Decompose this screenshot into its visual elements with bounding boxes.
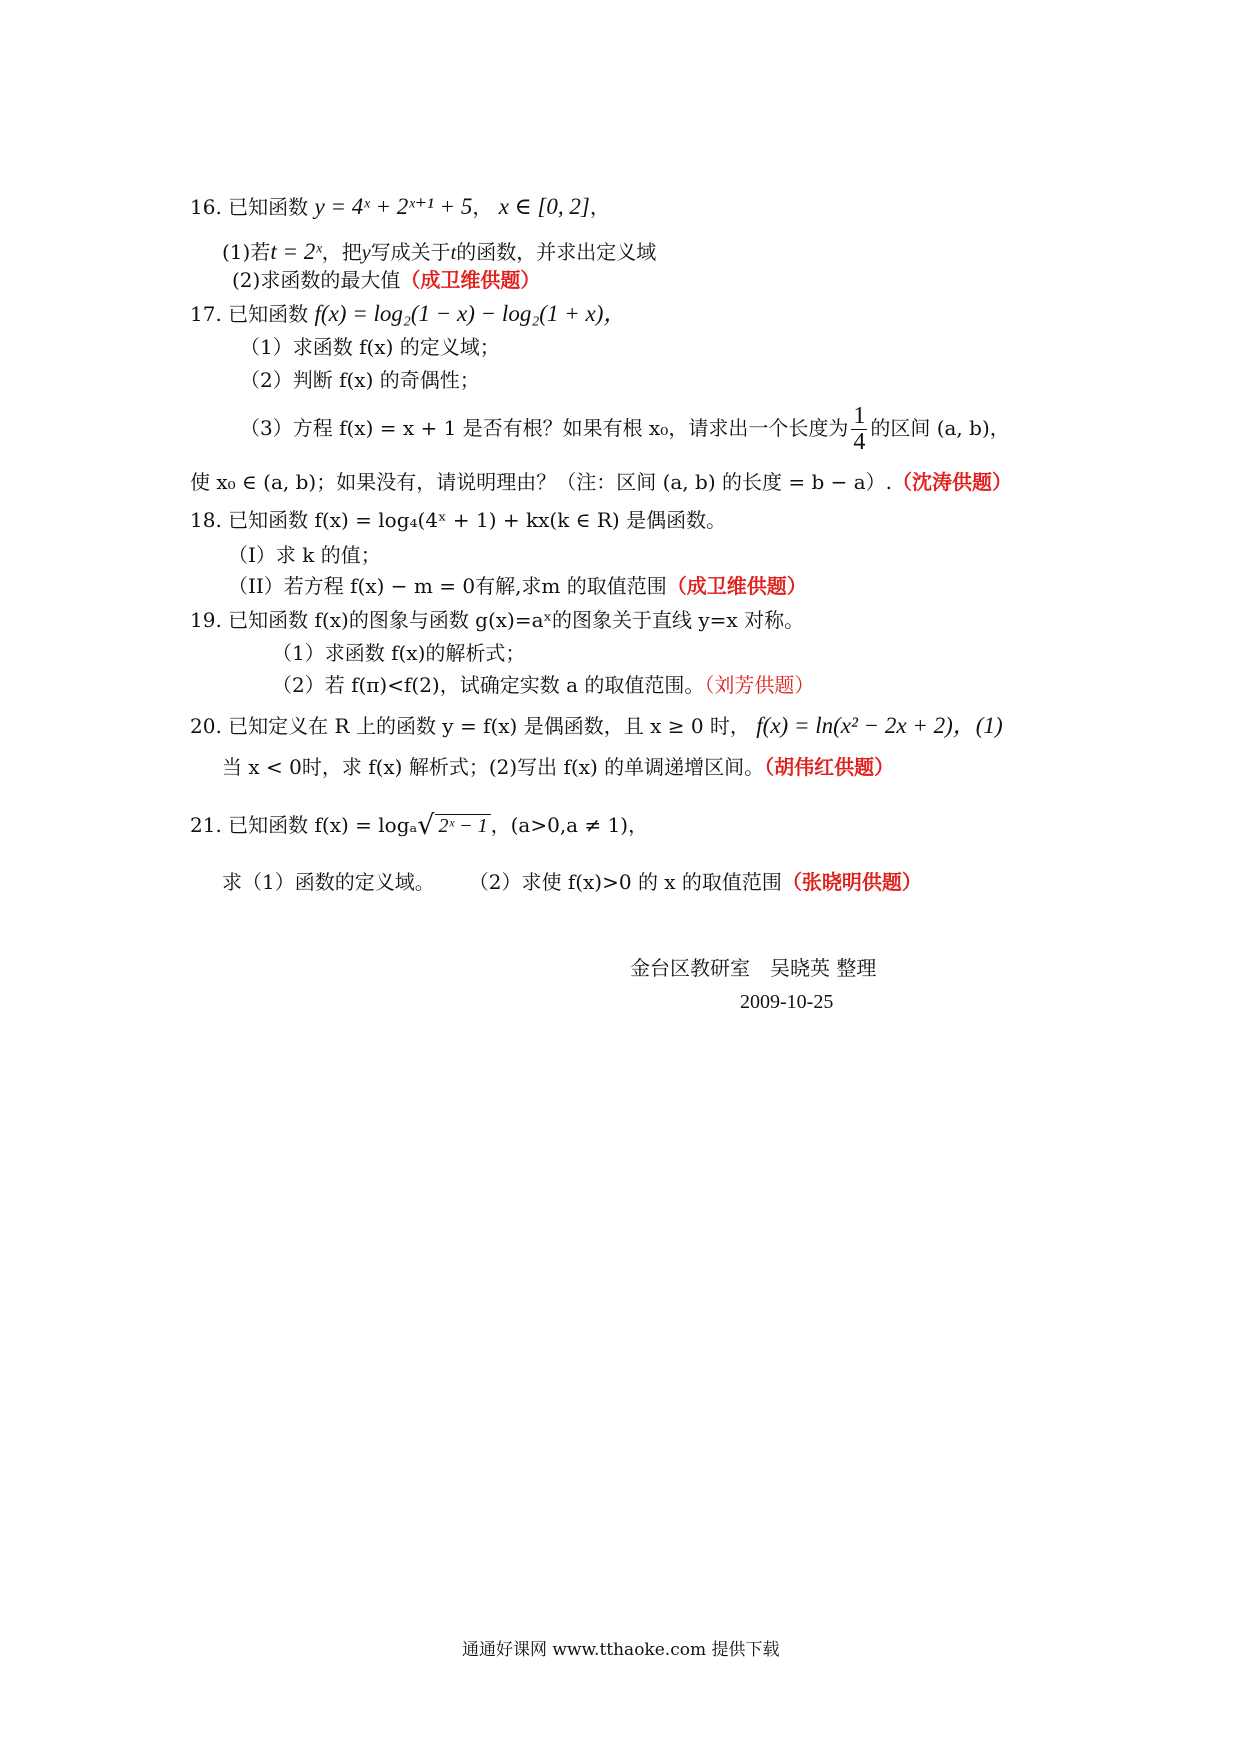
q16-part2 [232, 268, 540, 292]
q16-part1-text: (1)若 [222, 240, 271, 264]
q16-var-y: y [361, 242, 371, 264]
q19-part2 [272, 673, 814, 697]
q16-number: 16. [190, 195, 222, 219]
q20-part2 [222, 755, 894, 779]
date: 2009-10-25 [740, 991, 834, 1013]
q17-part3-interval: 的区间 (a, b)， [870, 416, 1010, 441]
signature: 金台区教研室 吴晓英 整理 [630, 956, 877, 980]
q20-part2-text: 当 x < 0时，求 f(x) 解析式；(2)写出 f(x) 的单调递增区间。 [222, 755, 765, 779]
q17-part2: （2）判断 f(x) 的奇偶性； [240, 368, 480, 392]
q19-credit: （刘芳供题） [704, 673, 815, 697]
q20-credit: （胡伟红供题） [764, 755, 895, 779]
q16-part1 [222, 238, 656, 266]
q17-part3-cont [190, 470, 1012, 494]
q16-substitution: t = 2ˣ [270, 239, 322, 264]
q20-stem [190, 712, 1003, 740]
q16-part1-text-c: 写成关于 [370, 240, 451, 264]
q18-part2 [228, 574, 807, 598]
q17-part3-text: （3）方程 f(x) = x + 1 是否有根？如果有根 x₀，请求出一个长度为 [240, 416, 849, 441]
q21-lead: 已知函数 f(x) = logₐ [228, 813, 418, 837]
q16-part1-text-b: ，把 [321, 240, 362, 264]
q17-part3-note: 使 x₀ ∈ (a, b)；如果没有，请说明理由？（注：区间 (a, b) 的长度 = b − a）. [190, 470, 893, 494]
q16-credit: （成卫维供题） [400, 268, 541, 292]
q16-function: y = 4ˣ + 2ˣ⁺¹ + 5 [314, 194, 473, 219]
q17-lead: 已知函数 [228, 302, 309, 326]
q21-number: 21. [190, 813, 222, 837]
q18-lead: 已知函数 f(x) = log₄(4ˣ + 1) + kx(k ∈ R) 是偶函数。 [228, 508, 727, 532]
q19-part1: （1）求函数 f(x)的解析式； [272, 641, 526, 665]
q16-lead: 已知函数 [228, 195, 309, 219]
q21-radicand: 2ˣ − 1 [435, 814, 490, 837]
fraction-denominator: 4 [853, 429, 866, 456]
q19-part2-text: （2）若 f(π)<f(2)，试确定实数 a 的取值范围。 [272, 673, 705, 697]
q17-stem [190, 300, 626, 328]
footer: 通通好课网 www.tthaoke.com 提供下载 [462, 1640, 780, 1660]
q18-number: 18. [190, 508, 222, 532]
q21-condition: ，(a>0,a ≠ 1)， [490, 813, 649, 837]
q17-number: 17. [190, 302, 222, 326]
q17-part3 [240, 404, 1010, 455]
q17-credit: （沈涛供题） [892, 470, 1013, 494]
q16-part2-text: (2)求函数的最大值 [232, 268, 401, 292]
q20-number: 20. [190, 714, 222, 738]
radical-sign: √ [417, 810, 435, 841]
q18-part2-text: （II）若方程 f(x) − m = 0有解,求m 的取值范围 [228, 574, 667, 598]
q19-lead: 已知函数 f(x)的图象与函数 g(x)=aˣ的图象关于直线 y=x 对称。 [228, 608, 805, 632]
q21-part1: 求（1）函数的定义域。 [222, 870, 435, 894]
q16-part1-text-d: 的函数，并求出定义域 [456, 240, 657, 264]
q17-part1: （1）求函数 f(x) 的定义域； [240, 335, 500, 359]
q21-parts [222, 870, 922, 894]
q21-credit: （张晓明供题） [781, 870, 922, 894]
q21-part2: （2）求使 f(x)>0 的 x 的取值范围 [468, 870, 782, 894]
q19-stem [190, 608, 804, 632]
q21-stem [190, 810, 648, 842]
q20-function: f(x) = ln(x² − 2x + 2)，(1) [756, 713, 1003, 738]
q16-domain: x ∈ [0, 2] [498, 194, 590, 219]
q19-number: 19. [190, 608, 222, 632]
q18-stem [190, 508, 726, 532]
q16-stem: 16. 已知函数 y = 4ˣ + 2ˣ⁺¹ + 5， x ∈ [0, 2]， [190, 194, 610, 219]
q20-lead: 已知定义在 R 上的函数 y = f(x) 是偶函数，且 x ≥ 0 时， [228, 714, 750, 738]
q17-fraction [851, 404, 867, 455]
q18-credit: （成卫维供题） [666, 574, 807, 598]
q16-var-t: t [450, 242, 457, 264]
q17-function: f(x) = log₂(1 − x) − log₂(1 + x)， [314, 301, 627, 326]
fraction-numerator: 1 [853, 403, 866, 429]
q18-part1: （I）求 k 的值； [228, 543, 381, 567]
